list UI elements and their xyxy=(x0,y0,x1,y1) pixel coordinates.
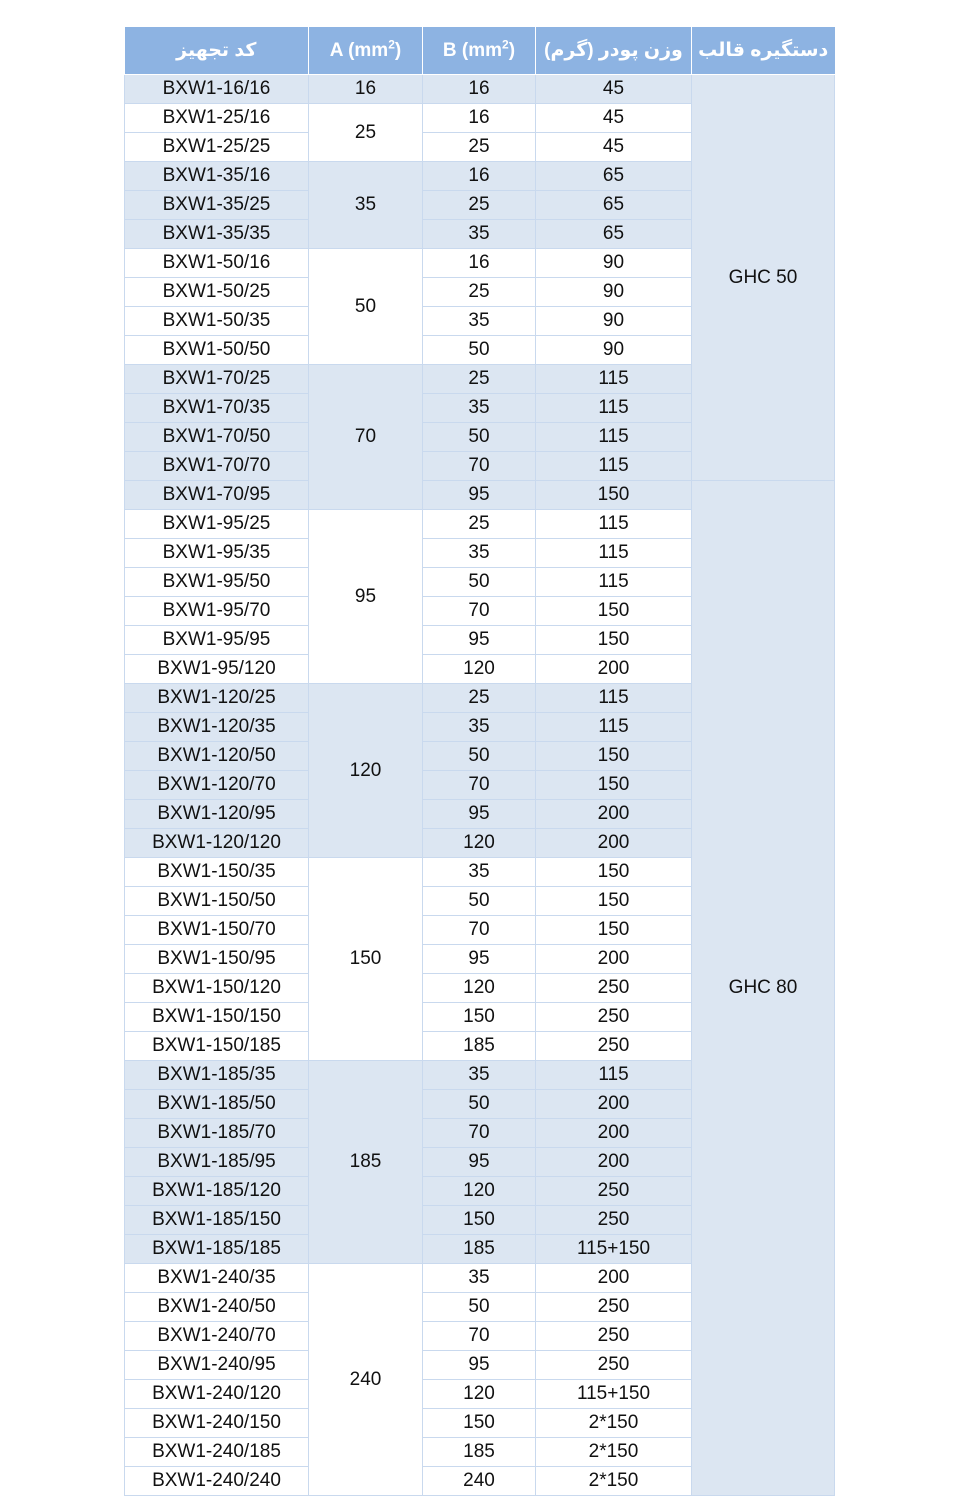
cell-b-size: 120 xyxy=(423,1177,536,1206)
cell-b-size: 35 xyxy=(423,713,536,742)
cell-powder-weight: 115 xyxy=(536,684,692,713)
cell-powder-weight: 90 xyxy=(536,249,692,278)
cell-equipment-code: BXW1-150/35 xyxy=(125,858,309,887)
cell-b-size: 35 xyxy=(423,1061,536,1090)
cell-equipment-code: BXW1-95/25 xyxy=(125,510,309,539)
cell-b-size: 70 xyxy=(423,1119,536,1148)
cell-equipment-code: BXW1-150/185 xyxy=(125,1032,309,1061)
header-code xyxy=(125,27,309,75)
cell-powder-weight: 90 xyxy=(536,336,692,365)
header-b xyxy=(423,27,536,75)
cell-b-size: 70 xyxy=(423,771,536,800)
cell-a-size: 35 xyxy=(309,162,423,249)
cell-b-size: 25 xyxy=(423,365,536,394)
cell-b-size: 150 xyxy=(423,1206,536,1235)
cell-b-size: 95 xyxy=(423,945,536,974)
cell-a-size: 16 xyxy=(309,75,423,104)
cell-b-size: 16 xyxy=(423,162,536,191)
cell-a-size: 120 xyxy=(309,684,423,858)
cell-b-size: 120 xyxy=(423,829,536,858)
cell-powder-weight: 250 xyxy=(536,1322,692,1351)
cell-a-size: 240 xyxy=(309,1264,423,1496)
cell-a-size: 185 xyxy=(309,1061,423,1264)
cell-powder-weight: 45 xyxy=(536,133,692,162)
cell-equipment-code: BXW1-70/70 xyxy=(125,452,309,481)
cell-b-size: 70 xyxy=(423,452,536,481)
cell-powder-weight: 150 xyxy=(536,626,692,655)
cell-powder-weight: 200 xyxy=(536,1119,692,1148)
table-body xyxy=(125,75,835,1496)
table-row xyxy=(125,75,835,104)
cell-powder-weight: 65 xyxy=(536,162,692,191)
cell-b-size: 185 xyxy=(423,1032,536,1061)
cell-powder-weight: 150 xyxy=(536,887,692,916)
cell-b-size: 150 xyxy=(423,1003,536,1032)
cell-equipment-code: BXW1-185/120 xyxy=(125,1177,309,1206)
cell-b-size: 120 xyxy=(423,1380,536,1409)
cell-equipment-code: BXW1-185/185 xyxy=(125,1235,309,1264)
cell-equipment-code: BXW1-120/120 xyxy=(125,829,309,858)
cell-powder-weight: 250 xyxy=(536,1032,692,1061)
cell-equipment-code: BXW1-150/150 xyxy=(125,1003,309,1032)
cell-equipment-code: BXW1-50/50 xyxy=(125,336,309,365)
header-b-superscript: 2 xyxy=(502,37,509,52)
header-a-superscript: 2 xyxy=(388,37,395,52)
cell-equipment-code: BXW1-185/150 xyxy=(125,1206,309,1235)
cell-equipment-code: BXW1-50/35 xyxy=(125,307,309,336)
cell-equipment-code: BXW1-150/95 xyxy=(125,945,309,974)
cell-equipment-code: BXW1-120/70 xyxy=(125,771,309,800)
cell-b-size: 70 xyxy=(423,597,536,626)
cell-powder-weight: 200 xyxy=(536,1090,692,1119)
cell-equipment-code: BXW1-35/25 xyxy=(125,191,309,220)
cell-b-size: 185 xyxy=(423,1235,536,1264)
cell-b-size: 50 xyxy=(423,423,536,452)
cell-powder-weight: 2*150 xyxy=(536,1438,692,1467)
cell-powder-weight: 115 xyxy=(536,539,692,568)
cell-b-size: 50 xyxy=(423,568,536,597)
cell-equipment-code: BXW1-185/35 xyxy=(125,1061,309,1090)
cell-powder-weight: 65 xyxy=(536,191,692,220)
cell-equipment-code: BXW1-240/50 xyxy=(125,1293,309,1322)
cell-equipment-code: BXW1-16/16 xyxy=(125,75,309,104)
cell-powder-weight: 250 xyxy=(536,1206,692,1235)
cell-equipment-code: BXW1-120/25 xyxy=(125,684,309,713)
cell-a-size: 25 xyxy=(309,104,423,162)
cell-powder-weight: 65 xyxy=(536,220,692,249)
cell-powder-weight: 150 xyxy=(536,742,692,771)
cell-mold-handle: GHC 50 xyxy=(692,75,835,481)
cell-equipment-code: BXW1-35/35 xyxy=(125,220,309,249)
cell-equipment-code: BXW1-150/50 xyxy=(125,887,309,916)
cell-b-size: 150 xyxy=(423,1409,536,1438)
cell-b-size: 25 xyxy=(423,191,536,220)
cell-powder-weight: 90 xyxy=(536,307,692,336)
cell-equipment-code: BXW1-240/240 xyxy=(125,1467,309,1496)
cell-equipment-code: BXW1-70/25 xyxy=(125,365,309,394)
cell-b-size: 70 xyxy=(423,916,536,945)
cell-equipment-code: BXW1-240/35 xyxy=(125,1264,309,1293)
cell-powder-weight: 200 xyxy=(536,945,692,974)
cell-b-size: 95 xyxy=(423,1351,536,1380)
header-a xyxy=(309,27,423,75)
cell-b-size: 70 xyxy=(423,1322,536,1351)
cell-b-size: 16 xyxy=(423,104,536,133)
cell-b-size: 50 xyxy=(423,742,536,771)
cell-equipment-code: BXW1-185/95 xyxy=(125,1148,309,1177)
cell-powder-weight: 90 xyxy=(536,278,692,307)
cell-b-size: 95 xyxy=(423,1148,536,1177)
cell-b-size: 240 xyxy=(423,1467,536,1496)
cell-equipment-code: BXW1-95/70 xyxy=(125,597,309,626)
cell-powder-weight: 150 xyxy=(536,858,692,887)
cell-powder-weight: 250 xyxy=(536,1293,692,1322)
cell-equipment-code: BXW1-240/95 xyxy=(125,1351,309,1380)
spec-table-wrapper xyxy=(124,27,834,1496)
cell-equipment-code: BXW1-185/70 xyxy=(125,1119,309,1148)
header-mold-label: دستگیره قالب xyxy=(698,40,829,61)
cell-equipment-code: BXW1-95/95 xyxy=(125,626,309,655)
cell-powder-weight: 250 xyxy=(536,1003,692,1032)
cell-b-size: 35 xyxy=(423,394,536,423)
cell-b-size: 35 xyxy=(423,858,536,887)
cell-b-size: 95 xyxy=(423,800,536,829)
cell-b-size: 25 xyxy=(423,133,536,162)
cell-equipment-code: BXW1-240/150 xyxy=(125,1409,309,1438)
cell-powder-weight: 150 xyxy=(536,771,692,800)
cell-powder-weight: 115 xyxy=(536,365,692,394)
cell-a-size: 95 xyxy=(309,510,423,684)
cell-powder-weight: 45 xyxy=(536,75,692,104)
cell-equipment-code: BXW1-95/50 xyxy=(125,568,309,597)
cell-powder-weight: 200 xyxy=(536,655,692,684)
cell-powder-weight: 115 xyxy=(536,452,692,481)
cell-b-size: 35 xyxy=(423,307,536,336)
header-weight-label: وزن پودر (گرم) xyxy=(544,40,683,61)
cell-a-size: 50 xyxy=(309,249,423,365)
header-row xyxy=(125,27,835,75)
cell-equipment-code: BXW1-70/35 xyxy=(125,394,309,423)
header-mold xyxy=(692,27,835,75)
cell-a-size: 150 xyxy=(309,858,423,1061)
header-code-label: کد تجهیز xyxy=(176,40,257,61)
cell-equipment-code: BXW1-240/120 xyxy=(125,1380,309,1409)
cell-b-size: 35 xyxy=(423,220,536,249)
cell-powder-weight: 200 xyxy=(536,829,692,858)
cell-b-size: 120 xyxy=(423,974,536,1003)
cell-powder-weight: 115 xyxy=(536,510,692,539)
spec-table xyxy=(124,27,835,1496)
cell-powder-weight: 115 xyxy=(536,568,692,597)
header-b-close: ) xyxy=(508,39,516,61)
cell-powder-weight: 250 xyxy=(536,974,692,1003)
cell-powder-weight: 200 xyxy=(536,800,692,829)
cell-b-size: 35 xyxy=(423,539,536,568)
cell-b-size: 25 xyxy=(423,278,536,307)
cell-equipment-code: BXW1-240/185 xyxy=(125,1438,309,1467)
cell-b-size: 95 xyxy=(423,481,536,510)
header-weight xyxy=(536,27,692,75)
cell-equipment-code: BXW1-120/35 xyxy=(125,713,309,742)
cell-powder-weight: 2*150 xyxy=(536,1467,692,1496)
header-b-label: B (mm xyxy=(442,39,503,61)
cell-powder-weight: 250 xyxy=(536,1351,692,1380)
cell-b-size: 50 xyxy=(423,336,536,365)
cell-powder-weight: 150 xyxy=(536,597,692,626)
cell-equipment-code: BXW1-35/16 xyxy=(125,162,309,191)
cell-powder-weight: 45 xyxy=(536,104,692,133)
cell-b-size: 50 xyxy=(423,887,536,916)
cell-b-size: 50 xyxy=(423,1293,536,1322)
cell-b-size: 185 xyxy=(423,1438,536,1467)
cell-equipment-code: BXW1-120/50 xyxy=(125,742,309,771)
cell-b-size: 16 xyxy=(423,75,536,104)
header-a-label: A (mm xyxy=(329,39,389,61)
cell-powder-weight: 115+150 xyxy=(536,1380,692,1409)
cell-powder-weight: 115 xyxy=(536,423,692,452)
cell-a-size: 70 xyxy=(309,365,423,510)
cell-b-size: 50 xyxy=(423,1090,536,1119)
cell-powder-weight: 250 xyxy=(536,1177,692,1206)
cell-equipment-code: BXW1-95/35 xyxy=(125,539,309,568)
cell-powder-weight: 200 xyxy=(536,1148,692,1177)
table-row xyxy=(125,481,835,510)
cell-powder-weight: 200 xyxy=(536,1264,692,1293)
cell-equipment-code: BXW1-25/25 xyxy=(125,133,309,162)
cell-powder-weight: 150 xyxy=(536,481,692,510)
cell-powder-weight: 115+150 xyxy=(536,1235,692,1264)
cell-equipment-code: BXW1-150/70 xyxy=(125,916,309,945)
cell-b-size: 95 xyxy=(423,626,536,655)
header-a-close: ) xyxy=(394,39,402,61)
cell-equipment-code: BXW1-70/50 xyxy=(125,423,309,452)
cell-equipment-code: BXW1-185/50 xyxy=(125,1090,309,1119)
cell-equipment-code: BXW1-50/25 xyxy=(125,278,309,307)
cell-equipment-code: BXW1-70/95 xyxy=(125,481,309,510)
cell-b-size: 25 xyxy=(423,684,536,713)
cell-equipment-code: BXW1-25/16 xyxy=(125,104,309,133)
cell-powder-weight: 2*150 xyxy=(536,1409,692,1438)
cell-b-size: 25 xyxy=(423,510,536,539)
cell-b-size: 35 xyxy=(423,1264,536,1293)
cell-equipment-code: BXW1-240/70 xyxy=(125,1322,309,1351)
cell-b-size: 16 xyxy=(423,249,536,278)
cell-equipment-code: BXW1-95/120 xyxy=(125,655,309,684)
cell-powder-weight: 115 xyxy=(536,713,692,742)
cell-mold-handle: GHC 80 xyxy=(692,481,835,1496)
cell-equipment-code: BXW1-150/120 xyxy=(125,974,309,1003)
cell-powder-weight: 150 xyxy=(536,916,692,945)
cell-powder-weight: 115 xyxy=(536,1061,692,1090)
cell-b-size: 120 xyxy=(423,655,536,684)
cell-equipment-code: BXW1-120/95 xyxy=(125,800,309,829)
cell-powder-weight: 115 xyxy=(536,394,692,423)
cell-equipment-code: BXW1-50/16 xyxy=(125,249,309,278)
